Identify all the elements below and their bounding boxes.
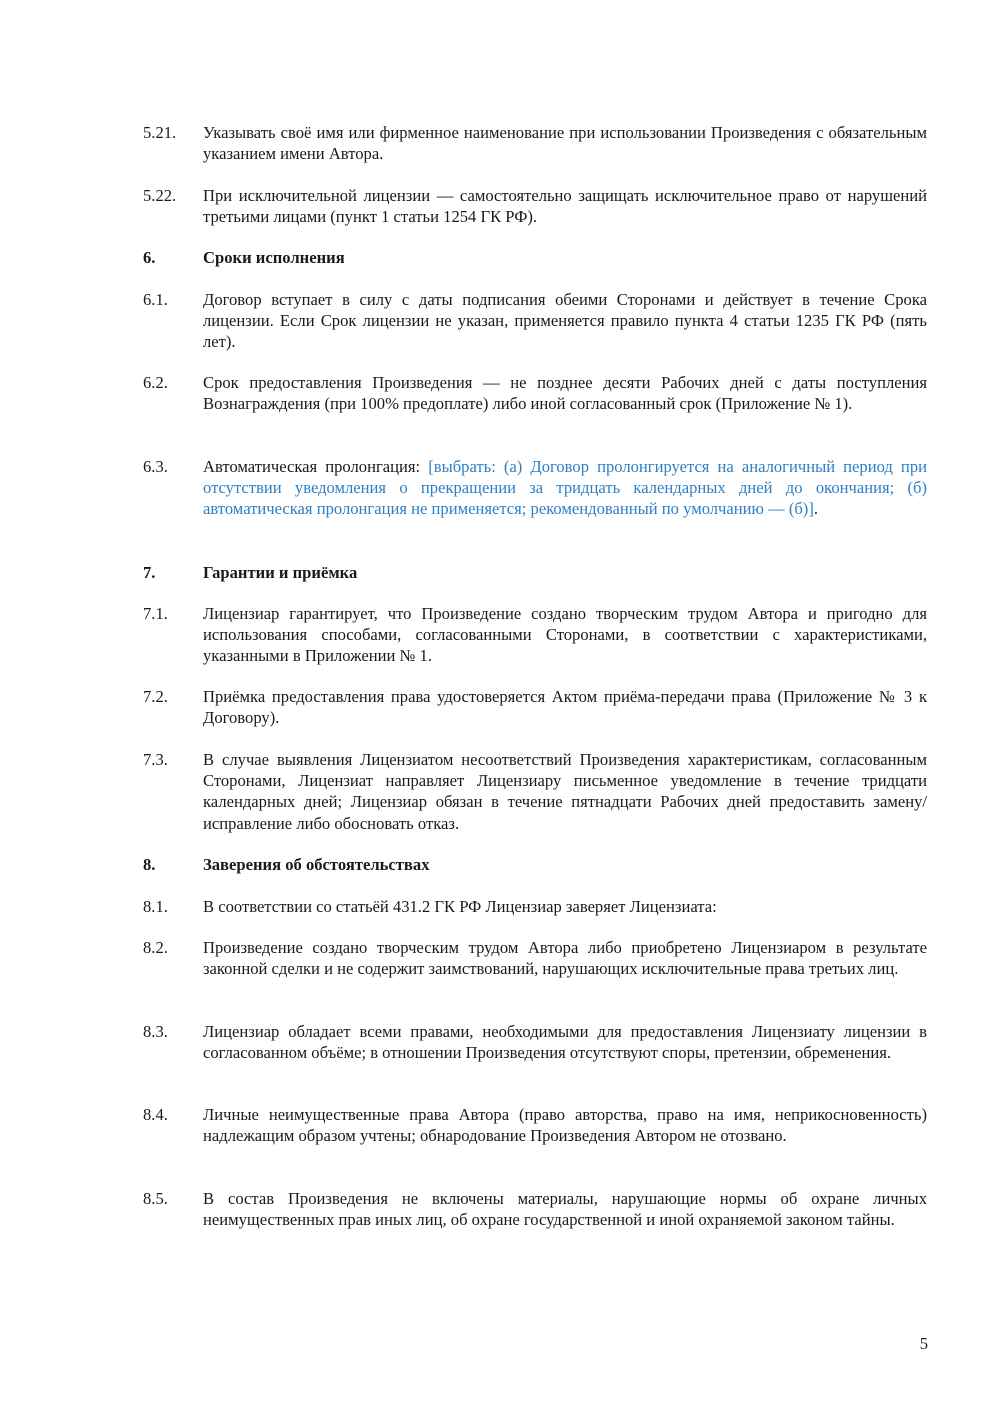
clause-number: 7.1. [143,604,168,623]
clause-number: 8.2. [143,938,168,957]
page-number: 5 [919,1334,928,1353]
clause-text: В соответствии со статьёй 431.2 ГК РФ Лицензиар заверяет Лицензиата: [203,897,717,916]
clause-number: 6.1. [143,290,168,309]
clause-text: В состав Произведения не включены материалы, нарушающие нормы об охране личных неимущественных прав иных лиц, об охране государственной и иной охраняемой законом тайны. [203,1189,927,1230]
section-title: Сроки исполнения [203,248,345,267]
clause-text: Приёмка предоставления права удостоверяется Актом приёма-передачи права (Приложение № 3 к Договору). [203,687,927,728]
section-number: 8. [143,855,156,874]
clause-number: 6.2. [143,373,168,392]
clause-text: При исключительной лицензии — самостоятельно защищать исключительное право от нарушений третьими лицами (пункт 1 статьи 1254 ГК РФ). [203,186,927,227]
clause-text [203,456,927,520]
clause-8-1 [143,896,927,917]
clause-number: 5.21. [143,123,177,142]
clause-number: 6.3. [143,457,168,476]
clause-number: 8.1. [143,897,168,916]
clause-text-lead: Автоматическая пролонгация: [203,457,429,476]
section-heading-6 [143,247,927,268]
clause-number: 8.3. [143,1022,168,1041]
clause-text: В случае выявления Лицензиатом несоответствий Произведения характеристикам, согласованным Сторонами, Лицензиат направляет Лицензиару письменное уведомление в течение тридцати календарных дней; Лицензиар обязан в течение пятнадцати Рабочих дней предоставить замену/исправление либо обосновать отказ. [203,750,927,833]
clause-8-4 [143,1104,927,1146]
clause-6-2 [143,372,927,414]
clause-text: Срок предоставления Произведения — не позднее десяти Рабочих дней с даты поступления Вознаграждения (при 100% предоплате) либо иной согласованный срок (Приложение № 1). [203,373,927,414]
section-number: 7. [143,563,156,582]
clause-text: Лицензиар гарантирует, что Произведение создано творческим трудом Автора и пригодно для использования способами, согласованными Сторонами, в соответствии с характеристиками, указанными в Приложении № 1. [203,604,927,666]
clause-number: 8.5. [143,1189,168,1208]
clause-text: Указывать своё имя или фирменное наименование при использовании Произведения с обязательным указанием имени Автора. [203,123,927,164]
clause-8-5 [143,1188,927,1230]
clause-number: 5.22. [143,186,177,205]
clause-7-2 [143,686,927,728]
section-title: Заверения об обстоятельствах [203,855,430,874]
clause-number: 7.2. [143,687,168,706]
clause-number: 7.3. [143,750,168,769]
clause-7-3 [143,749,927,834]
choice-placeholder: [выбрать: (а) Договор пролонгируется на аналогичный период при отсутствии уведомления о прекращении за тридцать календарных дней до окончания; (б) автоматическая пролонгация не применяется; рекомендованный по умолчанию — (б)] [203,457,927,519]
clause-text: Личные неимущественные права Автора (право авторства, право на имя, неприкосновенность) надлежащим образом учтены; обнародование Произведения Автором не отозвано. [203,1105,927,1146]
clause-5-21 [143,122,927,164]
clause-text: Произведение создано творческим трудом Автора либо приобретено Лицензиаром в результате законной сделки и не содержит заимствований, нарушающих исключительные права третьих лиц. [203,938,927,979]
clause-text: Договор вступает в силу с даты подписания обеими Сторонами и действует в течение Срока лицензии. Если Срок лицензии не указан, применяется правило пункта 4 статьи 1235 ГК РФ (пять лет). [203,290,927,352]
section-heading-7 [143,562,927,583]
section-title: Гарантии и приёмка [203,563,358,582]
section-heading-8 [143,854,927,875]
clause-6-3 [143,456,927,520]
section-number: 6. [143,248,156,267]
clause-5-22 [143,185,927,227]
clause-text-end: . [813,499,818,519]
clause-6-1 [143,289,927,353]
clause-number: 8.4. [143,1105,168,1124]
clause-7-1 [143,603,927,667]
clause-8-3 [143,1021,927,1063]
clause-8-2 [143,937,927,979]
clause-text: Лицензиар обладает всеми правами, необходимыми для предоставления Лицензиату лицензии в согласованном объёме; в отношении Произведения отсутствуют споры, претензии, обременения. [203,1022,927,1063]
